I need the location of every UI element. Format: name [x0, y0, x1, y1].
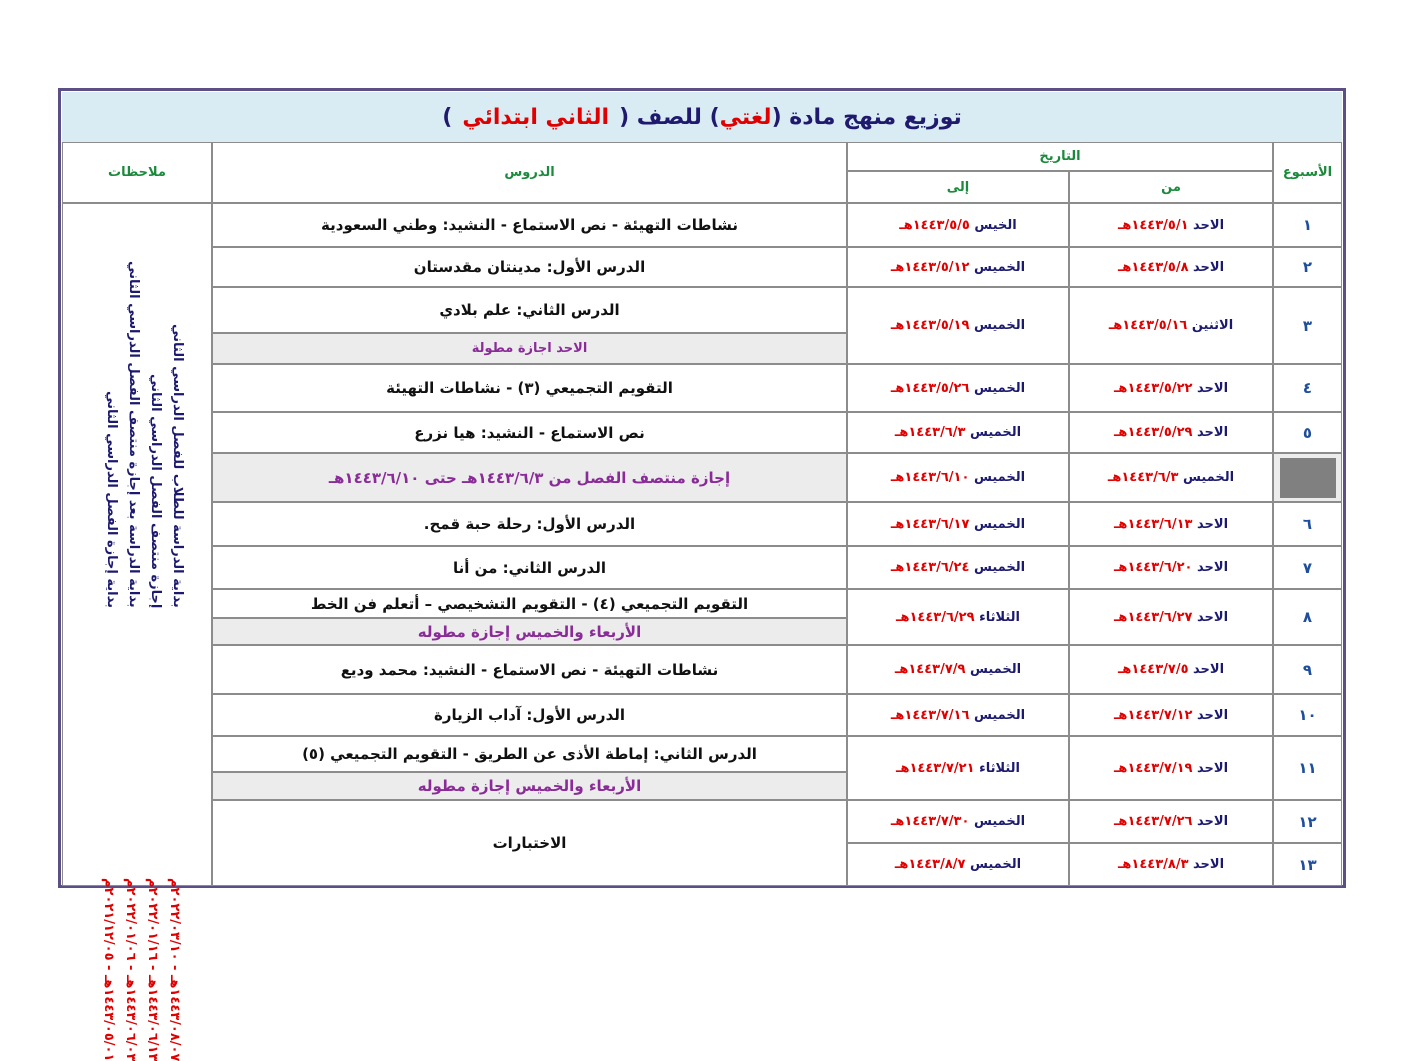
day-name: الثلاثاء: [979, 760, 1020, 776]
week-number: ٢: [1273, 247, 1342, 287]
date-value: ١٤٤٣/٦/٢٧هـ: [1113, 609, 1193, 625]
date-value: ١٤٤٣/٥/٥هـ: [899, 217, 970, 233]
date-from: [1069, 364, 1273, 412]
date-value: ١٤٤٣/٦/٢٤هـ: [890, 560, 970, 575]
lesson-text: نص الاستماع - النشيد: هيا نزرع: [212, 412, 847, 453]
date-value: ١٤٤٣/٧/٢٦هـ: [1113, 814, 1193, 829]
day-name: الثلاثاء: [979, 609, 1020, 625]
date-from: [1069, 736, 1273, 800]
day-name: الخميس: [973, 470, 1026, 485]
day-name: الاحد: [1197, 516, 1229, 532]
header-to: إلى: [847, 171, 1069, 203]
title-part-1: توزيع منهج مادة (: [771, 104, 962, 130]
note-date: ١٤٤٣/٠٥/٠١هـ - ٢٠٢١/١٢/٠٥م: [101, 877, 116, 1061]
date-value: ١٤٤٣/٥/١٢هـ: [890, 259, 970, 275]
date-value: ١٤٤٣/٧/٣٠هـ: [890, 814, 970, 829]
date-value: ١٤٤٣/٧/٩هـ: [894, 662, 966, 677]
day-name: الاحد: [1197, 814, 1229, 829]
day-name: الخيس: [974, 217, 1017, 233]
date-to: [847, 287, 1069, 364]
day-name: الخميس: [973, 318, 1026, 333]
date-value: ١٤٤٣/٧/١٦هـ: [890, 707, 970, 723]
lesson-text: الدرس الأول: مدينتان مقدستان: [212, 247, 847, 287]
date-value: ١٤٤٣/٥/٢٦هـ: [890, 380, 970, 396]
date-value: ١٤٤٣/٥/٨هـ: [1117, 259, 1189, 275]
title-part-3: ): [442, 104, 453, 130]
day-name: الخميس: [1183, 470, 1235, 485]
page-title: [62, 92, 1342, 143]
header-date: التاريخ: [847, 142, 1273, 171]
date-from: [1069, 800, 1273, 843]
week-number: ١: [1273, 203, 1342, 247]
day-name: الاحد: [1197, 760, 1229, 776]
week-number: ٨: [1273, 589, 1342, 645]
day-name: الاحد: [1193, 217, 1225, 233]
week-number: ٤: [1273, 364, 1342, 412]
date-to: [847, 203, 1069, 247]
day-name: الاحد: [1197, 425, 1229, 440]
lesson-text: نشاطات التهيئة - نص الاستماع - النشيد: وطني السعودية: [212, 203, 847, 247]
day-name: الخميس: [973, 560, 1026, 575]
date-from: [1069, 453, 1273, 502]
lesson-text: نشاطات التهيئة - نص الاستماع - النشيد: محمد وديع: [212, 645, 847, 694]
lesson-text: الدرس الثاني: إماطة الأذى عن الطريق - التقويم التجميعي (٥): [212, 736, 847, 772]
date-value: ١٤٤٣/٦/١٧هـ: [890, 516, 970, 532]
day-name: الاحد: [1197, 560, 1229, 575]
date-from: [1069, 247, 1273, 287]
date-value: ١٤٤٣/٥/٢٩هـ: [1113, 425, 1193, 440]
lesson-text: الدرس الثاني: من أنا: [212, 546, 847, 589]
date-value: ١٤٤٣/٦/٣هـ: [894, 425, 966, 440]
header-from: من: [1069, 171, 1273, 203]
day-name: الاحد: [1193, 662, 1225, 677]
date-value: ١٤٤٣/٦/٢٩هـ: [896, 609, 975, 625]
week-number: ٦: [1273, 502, 1342, 546]
date-from: [1069, 843, 1273, 886]
day-name: الخميس: [970, 425, 1022, 440]
date-value: ١٤٤٣/٨/٣هـ: [1117, 857, 1189, 872]
lesson-text: الدرس الثاني: علم بلادي: [212, 287, 847, 333]
week-number: ١١: [1273, 736, 1342, 800]
date-from: [1069, 694, 1273, 736]
title-part-2: ) للصف (: [619, 104, 720, 130]
note-text: بداية الدراسة بعد إجازة منتصف الفصل الدراسي الثاني: [126, 261, 141, 608]
date-to: [847, 736, 1069, 800]
date-value: ١٤٤٣/٦/١٣هـ: [1113, 516, 1193, 532]
header-notes: ملاحظات: [62, 142, 212, 203]
date-to: [847, 453, 1069, 502]
date-value: ١٤٤٣/٧/١٢هـ: [1113, 707, 1193, 723]
week-number: ٥: [1273, 412, 1342, 453]
day-name: الخميس: [973, 707, 1026, 723]
holiday-note: الاحد اجازة مطولة: [212, 333, 847, 364]
day-name: الاحد: [1197, 380, 1229, 396]
date-value: ١٤٤٣/٦/١٠هـ: [890, 470, 970, 485]
date-value: ١٤٤٣/٥/١٦هـ: [1108, 318, 1188, 333]
note-date: ١٤٤٣/٠٦/٠٣هـ - ٢٠٢٢/٠١/٠٦م: [123, 877, 138, 1061]
break-week-cell: [1273, 453, 1342, 502]
day-name: الخميس: [970, 857, 1022, 872]
note-date: ١٤٤٣/٠٦/١٣هـ - ٢٠٢٢/٠١/١٦م: [145, 877, 160, 1061]
day-name: الخميس: [973, 380, 1026, 396]
date-from: [1069, 203, 1273, 247]
date-to: [847, 412, 1069, 453]
title-grade: الثاني ابتدائي: [462, 104, 610, 130]
date-value: ١٤٤٣/٦/٣هـ: [1107, 470, 1179, 485]
day-name: الاحد: [1193, 857, 1225, 872]
day-name: الاثنين: [1191, 318, 1234, 333]
day-name: الاحد: [1193, 259, 1225, 275]
date-from: [1069, 546, 1273, 589]
date-from: [1069, 287, 1273, 364]
day-name: الاحد: [1197, 707, 1229, 723]
date-value: ١٤٤٣/٥/١هـ: [1117, 217, 1189, 233]
week-number: ١٢: [1273, 800, 1342, 843]
date-value: ١٤٤٣/٥/١٩هـ: [890, 318, 970, 333]
lesson-text: التقويم التجميعي (٣) - نشاطات التهيئة: [212, 364, 847, 412]
week-number: ٩: [1273, 645, 1342, 694]
date-to: [847, 645, 1069, 694]
week-number: ٣: [1273, 287, 1342, 364]
note-text: بداية الدراسة للطلاب للفصل الدراسي الثاني: [170, 324, 185, 608]
day-name: الخميس: [973, 259, 1026, 275]
date-to: [847, 589, 1069, 645]
week-number: ١٣: [1273, 843, 1342, 886]
date-to: [847, 800, 1069, 843]
date-to: [847, 502, 1069, 546]
day-name: الخميس: [973, 516, 1026, 532]
note-text: إجازة منتصف الفصل الدراسي الثاني: [148, 373, 163, 608]
date-from: [1069, 412, 1273, 453]
date-from: [1069, 645, 1273, 694]
date-to: [847, 694, 1069, 736]
day-name: الاحد: [1197, 609, 1229, 625]
header-week: الأسبوع: [1273, 142, 1342, 203]
lesson-text: الدرس الأول: رحلة حبة قمح.: [212, 502, 847, 546]
date-value: ١٤٤٣/٧/٢١هـ: [896, 760, 975, 776]
holiday-note: الأربعاء والخميس إجازة مطوله: [212, 772, 847, 800]
date-to: [847, 364, 1069, 412]
date-to: [847, 546, 1069, 589]
week-number: ٧: [1273, 546, 1342, 589]
date-value: ١٤٤٣/٨/٧هـ: [894, 857, 966, 872]
note-date: ١٤٤٣/٠٨/٠٧هـ - ٢٠٢٢/٠٣/١٠م: [167, 877, 182, 1061]
date-value: ١٤٤٣/٧/١٩هـ: [1113, 760, 1193, 776]
header-lessons: الدروس: [212, 142, 847, 203]
date-value: ١٤٤٣/٥/٢٢هـ: [1113, 380, 1193, 396]
holiday-note: الأربعاء والخميس إجازة مطوله: [212, 618, 847, 645]
day-name: الخميس: [970, 662, 1022, 677]
date-from: [1069, 502, 1273, 546]
day-name: الخميس: [973, 814, 1026, 829]
exams-text: الاختبارات: [212, 800, 847, 886]
date-to: [847, 247, 1069, 287]
lesson-text: التقويم التجميعي (٤) - التقويم التشخيصي – أتعلم فن الخط: [212, 589, 847, 618]
title-subject: لغتي: [719, 104, 772, 130]
note-text: بداية إجازة الفصل الدراسي الثاني: [104, 391, 119, 608]
lesson-text: الدرس الأول: آداب الزيارة: [212, 694, 847, 736]
date-value: ١٤٤٣/٦/٢٠هـ: [1113, 560, 1193, 575]
date-from: [1069, 589, 1273, 645]
notes-area: [62, 203, 212, 1061]
break-week-marker: [1280, 458, 1336, 498]
week-number: ١٠: [1273, 694, 1342, 736]
date-value: ١٤٤٣/٧/٥هـ: [1117, 662, 1189, 677]
date-to: [847, 843, 1069, 886]
midterm-break-text: إجازة منتصف الفصل من ١٤٤٣/٦/٣هـ حتى ١٤٤٣/٦/١٠هـ: [212, 453, 847, 502]
